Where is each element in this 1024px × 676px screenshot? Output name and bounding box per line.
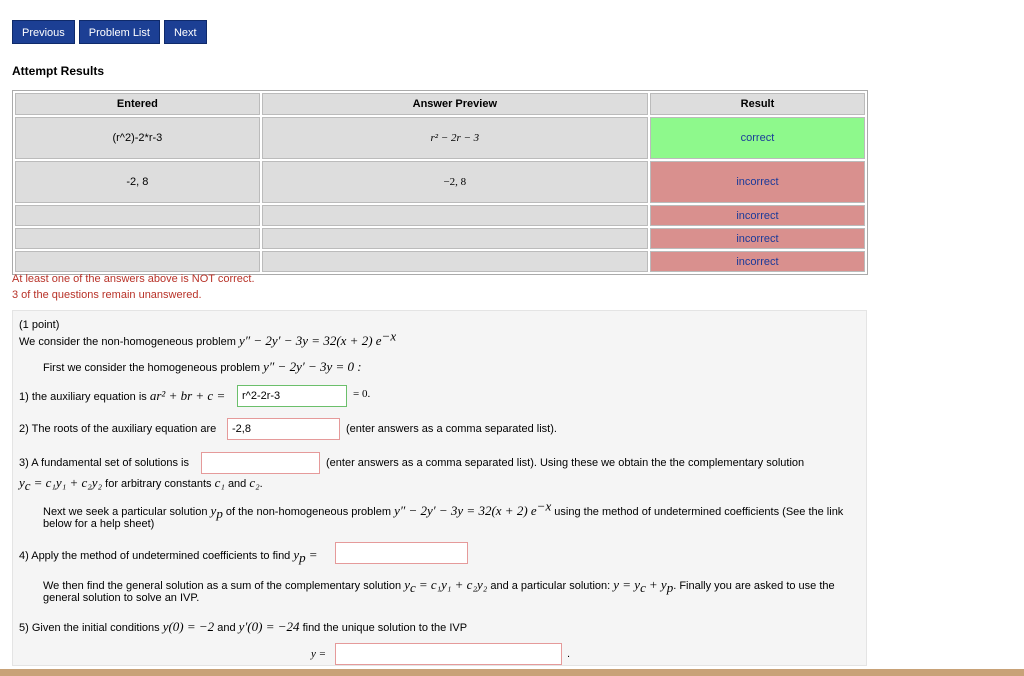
q3-answer-input[interactable] <box>201 452 320 474</box>
result-cell: incorrect <box>650 205 865 226</box>
gen-eq1: y <box>404 577 410 592</box>
header-answer-preview: Answer Preview <box>262 93 648 115</box>
next-particular-line: Next we seek a particular solution $y_p$ of the non-homogeneous problem y″ − 2y′ − 3y = 32(x + 2) $e^{-x}$ using the method of undetermined coefficients (See the link <box>43 498 844 522</box>
q3-label: 3) A fundamental set of solutions is <box>19 457 189 469</box>
preview-cell <box>262 205 648 226</box>
yc-symbol: y <box>19 475 25 490</box>
attempt-results-table <box>12 90 868 275</box>
next-equation: y″ − 2y′ − 3y = 32(x + 2) e <box>394 503 537 518</box>
attempt-warnings <box>12 271 255 303</box>
period: . <box>259 478 263 490</box>
q5-tail: find the unique solution to the IVP <box>302 622 468 634</box>
previous-button[interactable]: Previous <box>12 20 75 44</box>
gen-eq1b: = c₁y₁ + c₂y₂ <box>418 577 488 592</box>
q5-answer-input[interactable] <box>335 643 562 665</box>
gen-eq2b: + y <box>648 577 667 592</box>
question-5 <box>19 619 467 635</box>
q5-period: . <box>567 648 571 660</box>
window-bottom-edge <box>0 669 1024 676</box>
table-row <box>15 251 865 272</box>
q5-eq2: y′(0) = −24 <box>238 619 300 634</box>
arbitrary-text: for arbitrary constants <box>105 478 212 490</box>
q3-hint: (enter answers as a comma separated list). Using these we obtain the the complementary solution <box>326 457 805 469</box>
next-a: Next we seek a particular solution <box>43 506 208 518</box>
next-b: of the non-homogeneous problem <box>225 506 391 518</box>
preview-cell <box>262 251 648 272</box>
question-4: 4) Apply the method of undetermined coefficients to find $y_p$ = <box>19 547 318 566</box>
q1-label: 1) the auxiliary equation is <box>19 391 147 403</box>
homog-equation: y″ − 2y′ − 3y = 0 : <box>263 359 362 374</box>
q5-label: 5) Given the initial conditions <box>19 622 160 634</box>
intro-exponent: −x <box>381 328 397 344</box>
intro-text: We consider the non-homogeneous problem <box>19 336 236 348</box>
gen-c: . Finally you are asked to use the <box>673 580 835 592</box>
q5-eq1: y(0) = −2 <box>162 619 215 634</box>
header-entered: Entered <box>15 93 260 115</box>
q5-y-label: y = <box>311 648 327 660</box>
warning-unanswered: 3 of the questions remain unanswered. <box>12 289 202 301</box>
question-1 <box>19 388 225 404</box>
q2-label: 2) The roots of the auxiliary equation are <box>19 423 217 435</box>
problem-navigation <box>12 20 211 44</box>
and-text: and <box>227 478 247 490</box>
problem-list-button[interactable]: Problem List <box>79 20 160 44</box>
entered-cell: (r^2)-2*r-3 <box>15 117 260 159</box>
problem-intro <box>19 328 397 349</box>
general-solution-line: We then find the general solution as a sum of the complementary solution $y_c = c_1y_1 + c_2y_2$ and a particular solution: $y = y_c + y_p$. Finally you are asked to use the <box>43 577 835 596</box>
next-button[interactable]: Next <box>164 20 207 44</box>
entered-cell: -2, 8 <box>15 161 260 203</box>
entered-cell <box>15 205 260 226</box>
table-row <box>15 117 865 159</box>
problem-panel <box>12 310 867 666</box>
q3-line2: $y_c = c_1y_1 + c_2y_2$ for arbitrary constants c₁ and c₂. <box>19 475 263 494</box>
c1-symbol: c₁ <box>214 475 225 490</box>
q1-equation: ar² + br + c = <box>149 388 226 403</box>
homog-text: First we consider the homogeneous problem <box>43 362 261 374</box>
gen-a: We then find the general solution as a sum of the complementary solution <box>43 580 402 592</box>
attempt-results-heading: Attempt Results <box>12 64 105 78</box>
yc-equation: = c₁y₁ + c₂y₂ <box>33 475 103 490</box>
preview-cell: −2, 8 <box>262 161 648 203</box>
next-c: using the method of undetermined coefficients (See the link <box>554 506 844 518</box>
q2-hint: (enter answers as a comma separated list). <box>346 423 557 435</box>
result-cell: incorrect <box>650 161 865 203</box>
q4-answer-input[interactable] <box>335 542 468 564</box>
gen-eq2: y = y <box>613 577 641 592</box>
q4-label: 4) Apply the method of undetermined coefficients to find <box>19 550 291 562</box>
q1-answer-input[interactable]: r^2-2r-3 <box>237 385 347 407</box>
truncated-title <box>180 0 330 6</box>
result-cell: incorrect <box>650 228 865 249</box>
q2-answer-input[interactable]: -2,8 <box>227 418 340 440</box>
q5-and: and <box>217 622 236 634</box>
result-cell: incorrect <box>650 251 865 272</box>
preview-cell <box>262 228 648 249</box>
header-result: Result <box>650 93 865 115</box>
entered-cell <box>15 228 260 249</box>
table-row <box>15 205 865 226</box>
next-exponent: −x <box>536 498 552 514</box>
gen-d: general solution to solve an IVP. <box>43 592 200 604</box>
c2-symbol: c₂ <box>249 475 260 490</box>
table-row <box>15 161 865 203</box>
warning-not-correct: At least one of the answers above is NOT correct. <box>12 273 255 285</box>
points-label: (1 point) <box>19 319 60 331</box>
result-cell: correct <box>650 117 865 159</box>
table-row <box>15 228 865 249</box>
q1-after: = 0. <box>353 388 371 400</box>
next-d: below for a help sheet) <box>43 518 155 530</box>
entered-cell <box>15 251 260 272</box>
gen-b: and a particular solution: <box>490 580 611 592</box>
intro-equation: y″ − 2y′ − 3y = 32(x + 2) e <box>238 333 382 348</box>
preview-cell: r² − 2r − 3 <box>262 117 648 159</box>
homogeneous-line <box>43 359 362 375</box>
